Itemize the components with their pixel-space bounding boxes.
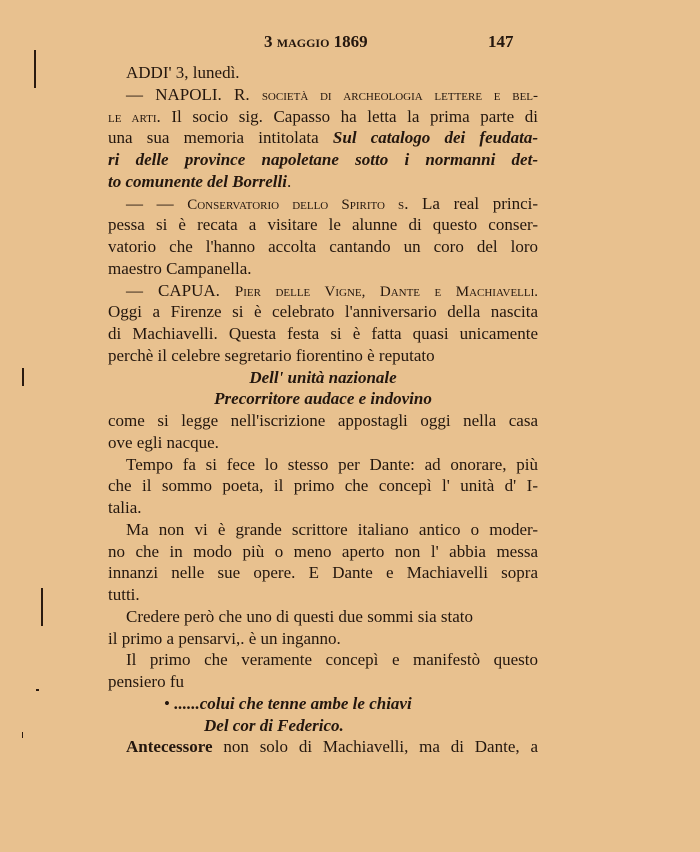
text-line <box>108 475 538 497</box>
page-number: 147 <box>488 32 514 51</box>
text-line <box>108 84 538 106</box>
text-segment: — NAPOLI. R. <box>126 84 262 104</box>
text-line <box>108 497 538 519</box>
italic-text: Del cor di Federico. <box>204 715 344 735</box>
text-line <box>108 671 538 693</box>
text-line <box>108 562 538 584</box>
italic-text: ri delle province napoletane sotto i normanni det- <box>108 150 538 169</box>
text-segment: no che in modo più o meno aperto non l' abbia messa <box>108 541 538 561</box>
text-segment: — CAPUA. <box>126 280 235 300</box>
text-segment: talia. <box>108 498 142 517</box>
italic-text: to comunente del Borrelli <box>108 171 287 191</box>
text-line <box>108 649 538 671</box>
text-segment: il primo a pensarvi,. è un inganno. <box>108 628 341 648</box>
text-line <box>108 628 538 650</box>
scan-mark <box>41 588 43 626</box>
text-line <box>108 410 538 432</box>
text-line <box>108 106 538 128</box>
text-line <box>108 127 538 149</box>
body-text <box>108 62 538 758</box>
running-header-date: 3 maggio 1869 <box>264 32 368 51</box>
text-segment: che il sommo poeta, il primo che concepì l' unità d' I- <box>108 476 538 496</box>
text-line <box>108 715 538 737</box>
text-segment: Oggi a Firenze si è celebrato l'anniversario della nascita <box>108 302 538 322</box>
text-segment: di Machiavelli. Questa festa si è fatta quasi unicamente <box>108 324 538 343</box>
text-segment: tutti. <box>108 585 140 604</box>
text-line <box>108 258 538 280</box>
italic-text: Precorritore audace e indovino <box>214 389 432 409</box>
text-line <box>108 454 538 476</box>
italic-text: Sul catalogo dei feudata- <box>332 128 538 148</box>
small-caps-heading: le arti <box>108 109 157 126</box>
text-segment: Antecessore <box>126 737 213 757</box>
scan-mark <box>34 50 36 88</box>
scan-mark <box>22 732 23 738</box>
text-segment: Credere però che uno di questi due sommi sia stato <box>126 606 473 626</box>
text-line <box>108 736 538 758</box>
scan-mark <box>36 689 39 691</box>
small-caps-heading: Conservatorio dello Spirito s <box>187 196 405 213</box>
text-segment: — — <box>126 193 188 213</box>
text-line <box>108 541 538 563</box>
text-line <box>108 236 538 258</box>
text-segment: una sua memoria intitolata <box>108 128 333 148</box>
italic-text: Dell' unità nazionale <box>249 367 397 387</box>
text-segment: ove egli nacque. <box>108 432 219 452</box>
text-segment: innanzi nelle sue opere. E Dante e Machiavelli sopra <box>108 563 538 583</box>
text-line <box>108 214 538 236</box>
text-segment: pensiero fu <box>108 672 185 691</box>
text-segment: maestro Campanella. <box>108 258 252 278</box>
scan-mark <box>22 368 24 386</box>
text-line <box>108 519 538 541</box>
text-segment: pessa si è recata a visitare le alunne di questo conser- <box>108 215 538 235</box>
text-segment: • <box>164 693 175 713</box>
text-line <box>108 367 538 389</box>
text-segment: . Il socio sig. Capasso ha letta la prima parte di <box>156 106 538 126</box>
text-line <box>108 193 538 215</box>
text-line <box>108 345 538 367</box>
text-line <box>108 62 538 84</box>
italic-text: ......colui che tenne ambe le chiavi <box>174 693 412 713</box>
text-line <box>108 323 538 345</box>
text-segment: . La real princi- <box>404 193 538 213</box>
text-line <box>108 149 538 171</box>
text-segment: Tempo fa si fece lo stesso per Dante: ad onorare, più <box>126 454 538 474</box>
text-line <box>108 388 538 410</box>
small-caps-heading: Pier delle Vigne, Dante e Machiavelli. <box>234 283 538 300</box>
text-segment: perchè il celebre segretario fiorentino è reputato <box>108 345 435 365</box>
small-caps-heading: società di archeologia lettere e bel- <box>261 87 538 104</box>
text-segment: non solo di Machiavelli, ma di Dante, a <box>212 737 538 757</box>
text-line <box>108 606 538 628</box>
text-segment: Ma non vi è grande scrittore italiano antico o moder- <box>126 519 538 539</box>
text-line <box>108 171 538 193</box>
text-segment: come si legge nell'iscrizione appostagli oggi nella casa <box>108 411 538 430</box>
text-line <box>108 693 538 715</box>
text-line <box>108 432 538 454</box>
text-segment: vatorio che l'hanno accolta cantando un coro del loro <box>108 237 538 256</box>
text-line <box>108 584 538 606</box>
text-segment: Il primo che veramente concepì e manifestò questo <box>126 650 538 670</box>
text-line <box>108 301 538 323</box>
text-segment: . <box>286 171 292 191</box>
text-line <box>108 280 538 302</box>
text-segment: ADDI' 3, lunedì. <box>126 63 240 82</box>
